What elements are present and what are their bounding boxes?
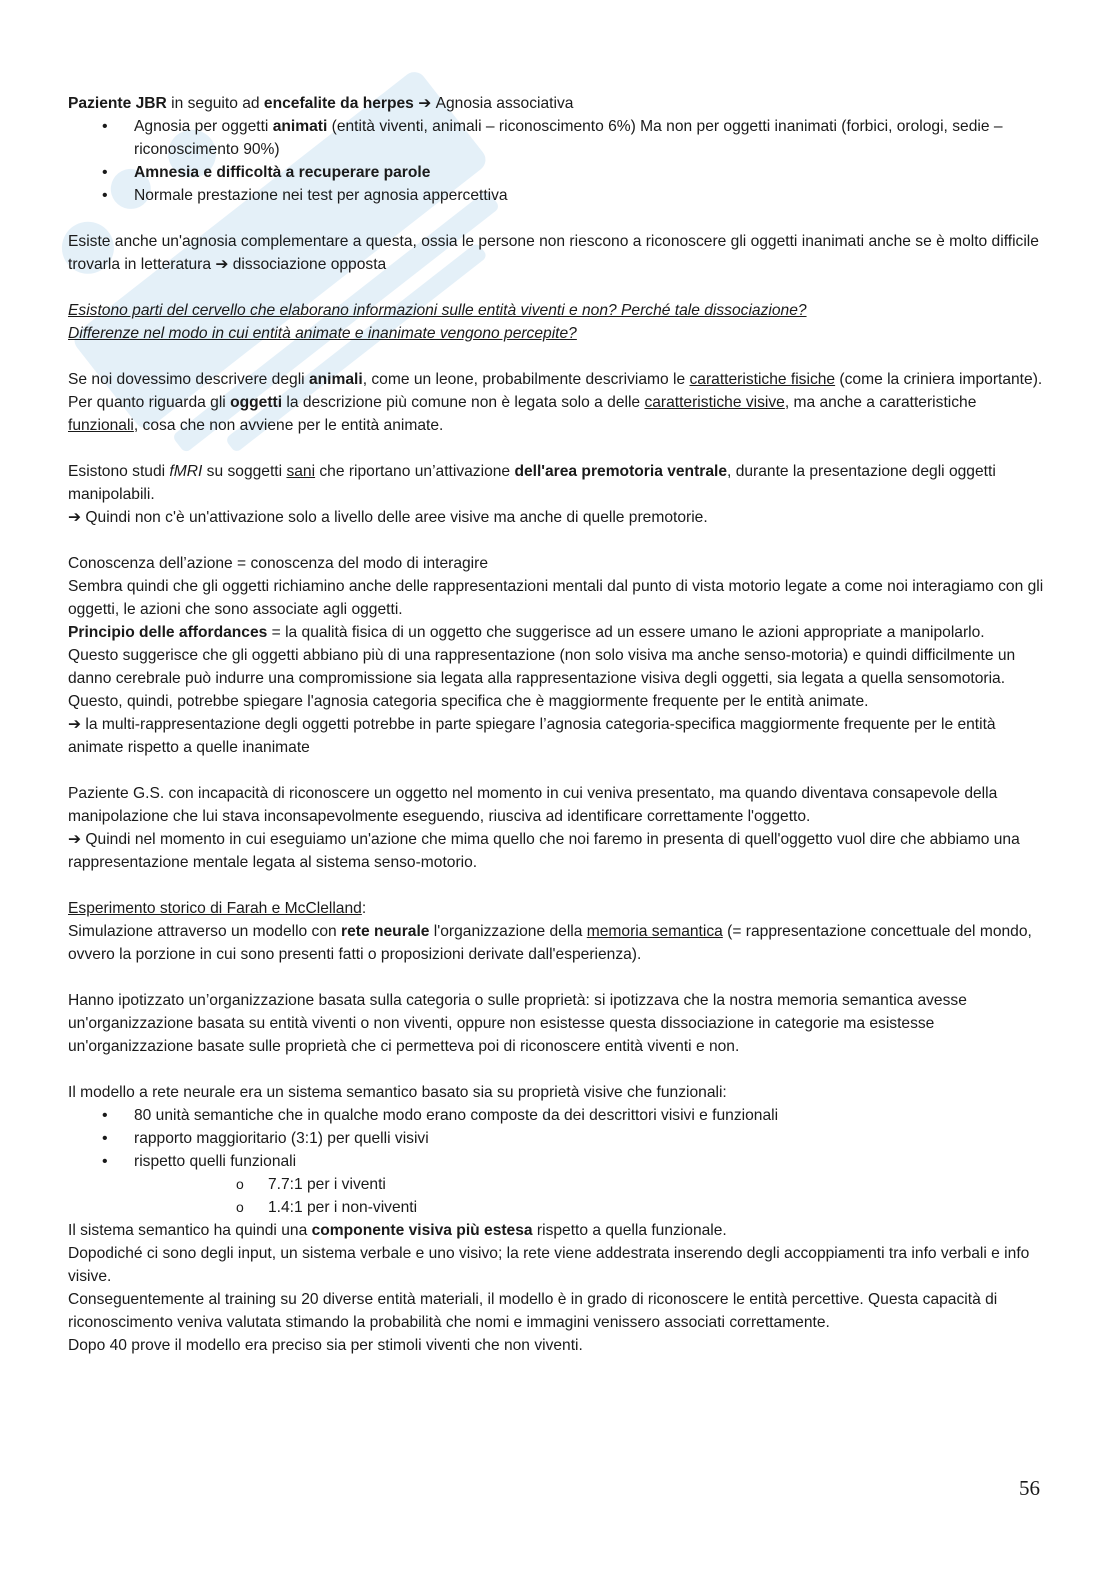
text: rispetto quelli funzionali xyxy=(134,1153,297,1170)
arrow-icon: ➔ xyxy=(68,509,82,526)
text: Per quanto riguarda gli xyxy=(68,394,231,411)
paragraph-gs-conclusion xyxy=(68,828,1048,874)
bold-text: encefalite da herpes xyxy=(263,95,414,112)
underlined-text: sani xyxy=(286,463,316,480)
paragraph-motor-representations: Sembra quindi che gli oggetti richiamino anche delle rappresentazioni mentali dal punto di vista motorio legate a come noi interagiamo con gli oggetti, le azioni che sono associate agli oggetti. xyxy=(68,578,1044,618)
paragraph-multi-representation: Questo suggerisce che gli oggetti abbiano più di una rappresentazione (non solo visiva ma anche senso-motoria) e quindi difficilmente un danno cerebrale può indurre una compromissione sia legata alla rappresentazione visiva degli oggetti, sia legata a quella sensomotoria. xyxy=(68,647,1016,687)
text: Quindi nel momento in cui eseguiamo un'azione che mima quello che noi faremo in presenta di quell'oggetto vuol dire che abbiamo una rappresentazione mentale legata al sistema senso-motorio. xyxy=(68,831,1020,871)
paragraph-hypothesis: Hanno ipotizzato un’organizzazione basata sulla categoria o sulle proprietà: si ipotizzava che la nostra memoria semantica avesse un'organizzazione basata su entità viventi o non viventi, oppure non esistesse questa dissociazione in categorie ma esistesse un'organizzazione basate sulle proprietà che ci permetteva poi di riconoscere entità viventi e non. xyxy=(68,992,967,1055)
bold-text: Paziente JBR xyxy=(68,95,167,112)
paragraph-recognition: Conseguentemente al training su 20 diverse entità materiali, il modello è in grado di riconoscere le entità percettive. Questa capacità di riconoscimento veniva valutata stimando la probabilità che nomi e immagini venissero associati correttamente. xyxy=(68,1291,998,1331)
list-item xyxy=(68,1150,1048,1219)
text: : xyxy=(361,900,367,917)
text: (entità viventi, animali – riconoscimento 6%) Ma non per oggetti inanimati (forbici, orologi, sedie – riconoscimento 90%) xyxy=(134,118,1003,158)
text: (= rappresentazione concettuale del mondo, ovvero la porzione in cui sono presenti fatti o proposizioni derivate dall'esperienza). xyxy=(68,923,1032,963)
bold-text: Principio delle affordances xyxy=(68,624,268,641)
text: Esistono studi xyxy=(68,463,170,480)
bold-text: oggetti xyxy=(230,394,283,411)
page-number: 56 xyxy=(1019,1476,1040,1500)
text: , ma anche a caratteristiche xyxy=(784,394,977,411)
text: l'organizzazione della xyxy=(429,923,587,940)
text: Quindi non c'è un'attivazione solo a livello delle aree visive ma anche di quelle premotorie. xyxy=(81,509,708,526)
heading-farah-mcclelland xyxy=(68,897,1048,920)
text: che riportano un’attivazione xyxy=(315,463,515,480)
text: in seguito ad xyxy=(166,95,264,112)
paragraph-category-agnosia: Questo, quindi, potrebbe spiegare l'agnosia categoria specifica che è maggiormente frequente per le entità animate. xyxy=(68,693,869,710)
paragraph-objects xyxy=(68,391,1048,437)
text: , come un leone, probabilmente descriviamo le xyxy=(362,371,690,388)
bold-text: dell'area premotoria ventrale xyxy=(514,463,728,480)
bold-text: rete neurale xyxy=(341,923,430,940)
text: = la qualità fisica di un oggetto che suggerisce ad un essere umano le azioni appropriate a manipolarlo. xyxy=(267,624,985,641)
text: Agnosia per oggetti xyxy=(134,118,273,135)
paragraph-model-intro: Il modello a rete neurale era un sistema semantico basato sia su proprietà visive che funzionali: xyxy=(68,1084,727,1101)
bold-text: animali xyxy=(308,371,363,388)
text: Normale prestazione nei test per agnosia appercettiva xyxy=(134,187,508,204)
paragraph-patient-jbr xyxy=(68,92,1048,115)
arrow-icon: ➔ xyxy=(68,716,82,733)
bullet-list xyxy=(68,1104,1048,1219)
underlined-text: caratteristiche visive xyxy=(644,394,785,411)
underlined-text: funzionali xyxy=(68,417,134,434)
line-action-knowledge: Conoscenza dell’azione = conoscenza del modo di interagire xyxy=(68,555,488,572)
question-1: Esistono parti del cervello che elaborano informazioni sulle entità viventi e non? Perché tale dissociazione? xyxy=(68,302,807,319)
text: , cosa che non avviene per le entità animate. xyxy=(133,417,444,434)
text: rispetto a quella funzionale. xyxy=(532,1222,727,1239)
paragraph-neural-network xyxy=(68,920,1048,966)
sub-list-item: o 7.7:1 per i viventi xyxy=(134,1173,1048,1196)
underlined-text: caratteristiche fisiche xyxy=(689,371,836,388)
paragraph-affordances xyxy=(68,621,1048,644)
text: Simulazione attraverso un modello con xyxy=(68,923,342,940)
italic-text: fMRI xyxy=(169,463,203,480)
text: , durante la presentazione degli oggetti manipolabili. xyxy=(68,463,996,503)
bold-text: componente visiva più estesa xyxy=(311,1222,533,1239)
underlined-text: memoria semantica xyxy=(586,923,723,940)
text: (come la criniera importante). xyxy=(835,371,1043,388)
list-item xyxy=(68,161,1048,184)
text: su soggetti xyxy=(202,463,287,480)
text: dissociazione opposta xyxy=(228,256,387,273)
paragraph-category-conclusion xyxy=(68,713,1048,759)
list-item: • 80 unità semantiche che in qualche modo erano composte da dei descrittori visivi e funzionali xyxy=(68,1104,1048,1127)
text: la descrizione più comune non è legata solo a delle xyxy=(282,394,645,411)
paragraph-visual-component xyxy=(68,1219,1048,1242)
text: Esiste anche un'agnosia complementare a questa, ossia le persone non riescono a riconoscere gli oggetti inanimati anche se è molto difficile trovarla in letteratura xyxy=(68,233,1039,273)
arrow-icon: ➔ xyxy=(68,831,82,848)
paragraph-patient-gs: Paziente G.S. con incapacità di riconoscere un oggetto nel momento in cui veniva presentato, ma quando diventava consapevole della manipolazione che lui stava inconsapevolmente eseguendo, riusciva ad identificare correttamente l'oggetto. xyxy=(68,785,998,825)
text: Agnosia associativa xyxy=(435,95,574,112)
arrow-icon: ➔ xyxy=(413,95,436,112)
question-2: Differenze nel modo in cui entità animate e inanimate vengono percepite? xyxy=(68,325,577,342)
text: Se noi dovessimo descrivere degli xyxy=(68,371,309,388)
arrow-icon: ➔ xyxy=(215,256,229,273)
document-body xyxy=(68,92,1048,1357)
text: Il sistema semantico ha quindi una xyxy=(68,1222,312,1239)
paragraph-training: Dopodiché ci sono degli input, un sistema verbale e uno visivo; la rete viene addestrata inserendo degli accoppiamenti tra info verbali e info visive. xyxy=(68,1245,1030,1285)
bold-text: Amnesia e difficoltà a recuperare parole xyxy=(134,164,431,181)
list-item: • rapporto maggioritario (3:1) per quelli visivi xyxy=(68,1127,1048,1150)
paragraph-complementary-agnosia xyxy=(68,230,1048,276)
paragraph-animals xyxy=(68,368,1048,391)
text: la multi-rappresentazione degli oggetti potrebbe in parte spiegare l’agnosia categoria-specifica maggiormente frequente per le entità animate rispetto a quelle inanimate xyxy=(68,716,996,756)
sub-list-item: o 1.4:1 per i non-viventi xyxy=(134,1196,1048,1219)
bullet-list xyxy=(68,115,1048,207)
bold-text: animati xyxy=(272,118,328,135)
paragraph-fmri xyxy=(68,460,1048,506)
underlined-text: Esperimento storico di Farah e McClelland xyxy=(68,900,362,917)
paragraph-fmri-conclusion xyxy=(68,506,1048,529)
list-item xyxy=(68,184,1048,207)
list-item xyxy=(68,115,1048,161)
paragraph-results: Dopo 40 prove il modello era preciso sia per stimoli viventi che non viventi. xyxy=(68,1337,583,1354)
sub-list xyxy=(134,1173,1048,1219)
